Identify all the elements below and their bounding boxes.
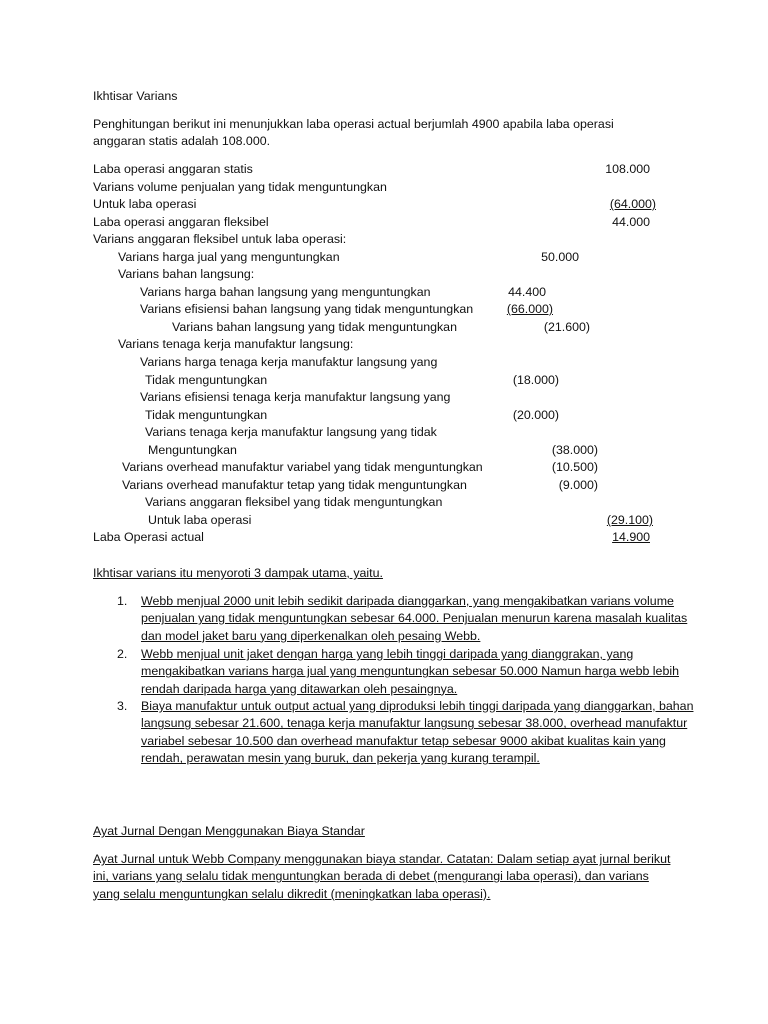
table-row-label: Laba Operasi actual <box>93 530 204 544</box>
journal-paragraph: Ayat Jurnal untuk Webb Company menggunakan biaya standar. Catatan: Dalam setiap ayat jurnal berikut ini, varians yang selalu tidak menguntungkan berada di debet (mengurangi laba operasi), dan varians yang selalu menguntungkan selalu dikredit (meningkatkan laba operasi). <box>93 852 671 901</box>
table-row-value: (66.000) <box>506 302 553 316</box>
table-row-value: (64.000) <box>609 197 656 211</box>
summary-heading: Ikhtisar varians itu menyoroti 3 dampak utama, yaitu. <box>93 566 383 580</box>
list-item-number: 3. <box>117 699 128 713</box>
table-row-label: Varians harga bahan langsung yang menguntungkan <box>140 285 431 299</box>
table-row-value: (21.600) <box>543 320 590 334</box>
table-row-value: (29.100) <box>606 513 653 527</box>
table-row-label: Untuk laba operasi <box>93 197 197 211</box>
list-item-text: Webb menjual unit jaket dengan harga yang lebih tinggi daripada yang dianggrakan, yang mengakibatkan varians harga jual yang menguntungkan sebesar 50.000 Namun harga webb lebih rendah daripada harga yang ditawarkan oleh pesaingnya. <box>141 647 679 696</box>
table-row-label: Varians efisiensi bahan langsung yang tidak menguntungkan <box>140 302 474 316</box>
table-row-value: 14.900 <box>612 530 650 544</box>
table-row-value: (9.000) <box>558 478 598 492</box>
intro-line-2: anggaran statis adalah 108.000. <box>93 134 271 148</box>
table-row-label: Varians bahan langsung: <box>118 267 255 281</box>
list-item-text: Webb menjual 2000 unit lebih sedikit daripada dianggarkan, yang mengakibatkan varians volume penjualan yang tidak menguntungkan sebesar 64.000. Penjualan menurun karena masalah kualitas dan model jaket baru yang diperkenalkan oleh pesaing Webb. <box>141 594 688 643</box>
table-row-label: Varians harga jual yang menguntungkan <box>118 250 340 264</box>
table-row-label: Laba operasi anggaran statis <box>93 162 253 176</box>
table-row-value: 50.000 <box>541 250 579 264</box>
table-row-value: (10.500) <box>551 460 598 474</box>
page-title: Ikhtisar Varians <box>93 89 178 103</box>
list-item-number: 1. <box>117 594 128 608</box>
table-row-label: Varians efisiensi tenaga kerja manufaktur langsung yang <box>140 390 451 404</box>
table-row-label: Varians harga tenaga kerja manufaktur langsung yang <box>140 355 438 369</box>
intro-line-1: Penghitungan berikut ini menunjukkan laba operasi actual berjumlah 4900 apabila laba operasi <box>93 117 614 131</box>
table-row-label: Varians tenaga kerja manufaktur langsung yang tidak <box>145 425 437 439</box>
table-row-label: Varians overhead manufaktur tetap yang tidak menguntungkan <box>122 478 467 492</box>
table-row-label: Tidak menguntungkan <box>145 408 268 422</box>
table-row-label: Laba operasi anggaran fleksibel <box>93 215 269 229</box>
table-row-label: Varians bahan langsung yang tidak menguntungkan <box>172 320 457 334</box>
table-row-label: Untuk laba operasi <box>148 513 252 527</box>
table-row-value: 44.400 <box>508 285 546 299</box>
journal-heading: Ayat Jurnal Dengan Menggunakan Biaya Standar <box>93 824 365 838</box>
table-row-value: 44.000 <box>612 215 650 229</box>
table-row-label: Menguntungkan <box>148 443 237 457</box>
table-row-value: (38.000) <box>551 443 598 457</box>
table-row-label: Varians anggaran fleksibel untuk laba operasi: <box>93 232 347 246</box>
table-row-label: Varians anggaran fleksibel yang tidak menguntungkan <box>145 495 443 509</box>
table-row-label: Varians volume penjualan yang tidak menguntungkan <box>93 180 387 194</box>
list-item-text: Biaya manufaktur untuk output actual yang diproduksi lebih tinggi daripada yang dianggarkan, bahan langsung sebesar 21.600, tenaga kerja manufaktur langsung sebesar 38.000, overhead manufaktur variabel sebesar 10.500 dan overhead manufaktur tetap sebesar 9000 akibat kualitas kain yang rendah, perawatan mesin yang buruk, dan pekerja yang kurang terampil. <box>141 699 694 766</box>
table-row-value: 108.000 <box>605 162 650 176</box>
table-row-label: Varians overhead manufaktur variabel yang tidak menguntungkan <box>122 460 483 474</box>
table-row-value: (20.000) <box>512 408 559 422</box>
table-row-label: Tidak menguntungkan <box>145 373 268 387</box>
list-item-number: 2. <box>117 647 128 661</box>
table-row-label: Varians tenaga kerja manufaktur langsung: <box>118 337 354 351</box>
table-row-value: (18.000) <box>512 373 559 387</box>
